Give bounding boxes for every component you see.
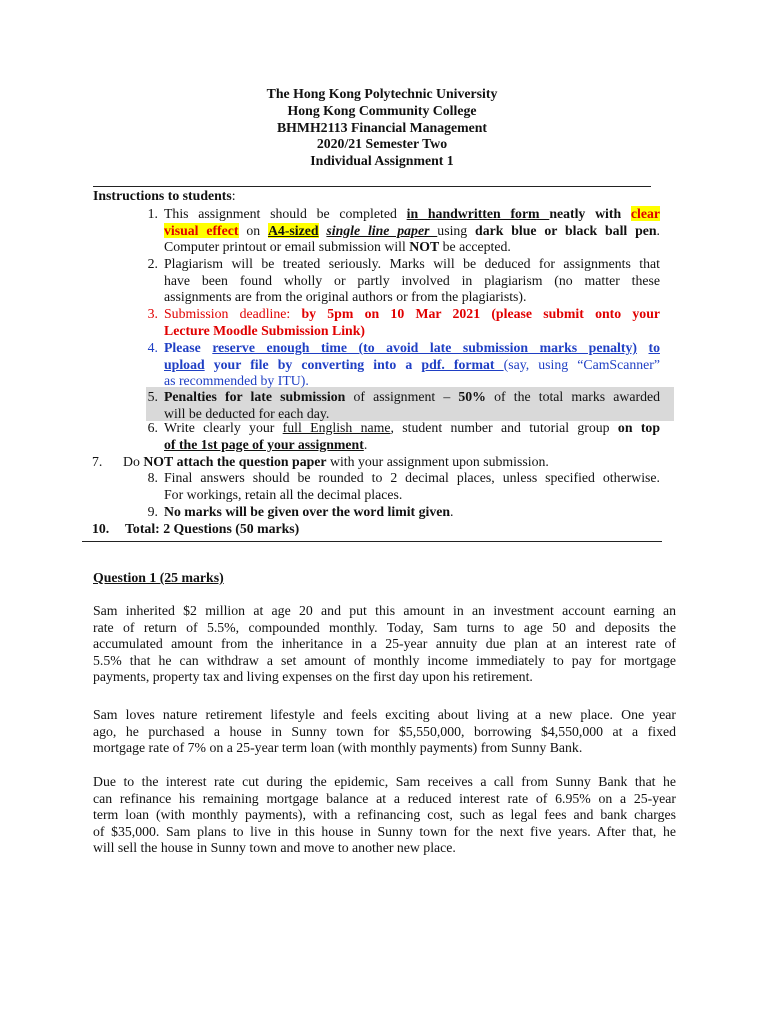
instructions-heading: Instructions to students: — [93, 188, 236, 203]
assignment-title: Individual Assignment 1 — [310, 153, 454, 169]
question-1-paragraph-1: Sam inherited $2 million at age 20 and put this amount in an investment account earning an rate of return of 5.5%, compounded monthly. Today, Sam turns to age 50 and deposits the accumulated amount from the inheritance in a 25-year annuity due plan at an interest rate of 5.5% that he can withdraw a set amount of monthly income immediately to pay for mortgage payments, property tax and living expenses on the first day upon his retirement. — [93, 603, 676, 685]
university-name: The Hong Kong Polytechnic University — [266, 86, 498, 101]
question-1-paragraph-3: Due to the interest rate cut during the epidemic, Sam receives a call from Sunny Bank that he can refinance his remaining mortgage balance at a reduced interest rate of 6.95% on a 25-year term loan (with monthly payments), with a refinancing cost, such as legal fees and bank charges of $35,000. Sam plans to live in this house in Sunny town for the next five years. After that, he will sell the house in Sunny town and move to another new place. — [93, 774, 676, 856]
instructions-divider — [82, 541, 662, 542]
question-1-paragraph-2: Sam loves nature retirement lifestyle and feels exciting about living at a new place. One year ago, he purchased a house in Sunny town for $5,550,000, borrowing $4,550,000 at a fixed mortgage rate of 7% on a 25-year term loan (with monthly payments) from Sunny Bank. — [93, 707, 676, 756]
course-title: BHMH2113 Financial Management — [276, 119, 487, 135]
document-header — [92, 86, 672, 170]
college-name: Hong Kong Community College — [287, 102, 477, 118]
header-divider — [93, 186, 651, 187]
question-1-title: Question 1 (25 marks) — [93, 570, 224, 585]
instructions-title: Instructions to students — [93, 188, 232, 203]
semester-label: 2020/21 Semester Two — [316, 136, 448, 152]
document-page: The Hong Kong Polytechnic University Hong Kong Community College BHMH2113 Financial Management 2020/21 Semester Two Individual Assignment 1 Instructions to students: 1. This assignment should be completed in handwritten form neatly with clear visual effect on A4-sized single line paper using dark blue or black ball pen. Computer printout or email submission will NOT be accepted. 2. Plagiarism will be treated seriously. Marks will be deduced for assignments that have been found wholly or partly involved in plagiarism (no matter these assignments are from the original authors or from the plagiarists). 3. Submission deadline: by 5pm on 10 Mar 2021 (please submit onto your Lecture Moodle Submission Link) 4. Please reserve enough time (to avoid late submission marks penalty) to upload your file by converting into a pdf. format (say, using “CamScanner” as recommended by ITU). 5. Penalties for late submission of assignment – 50% of the total marks awarded will be deducted for each day. 6. Write clearly your full English name, student number and tutorial group on top of the 1st page of your assignment. 7. Do NOT attach the question paper with your assignment upon submission. 8. Final answers should be rounded to 2 decimal places, unless specified otherwise. For workings, retain all the decimal places. 9. No marks will be given over the word limit given. 10. Total: 2 Questions (50 marks) Question 1 (25 marks) Sam inherited $2 million at age 20 and put this amount in an investment account earning an rate of return of 5.5%, compounded monthly. Today, Sam turns to age 50 and deposits the accumulated amount from the inheritance in a 25-year annuity due plan at an interest rate of 5.5% that he can withdraw a set amount of monthly income immediately to pay for mortgage payments, property tax and living expenses on the first day upon his retirement. Sam loves nature retirement lifestyle and feels exciting about living at a new place. One year ago, he purchased a house in Sunny town for $5,550,000, borrowing $4,550,000 at a fixed mortgage rate of 7% on a 25-year term loan (with monthly payments) from Sunny Bank. Due to the interest rate cut during the epidemic, Sam receives a call from Sunny Bank that he can refinance his remaining mortgage balance at a reduced interest rate of 6.95% on a 25-year term loan (with monthly payments), with a refinancing cost, such as legal fees and bank charges of $35,000. Sam plans to live in this house in Sunny town for the next five years. After that, he will sell the house in Sunny town and move to another new place. — [0, 0, 768, 1024]
